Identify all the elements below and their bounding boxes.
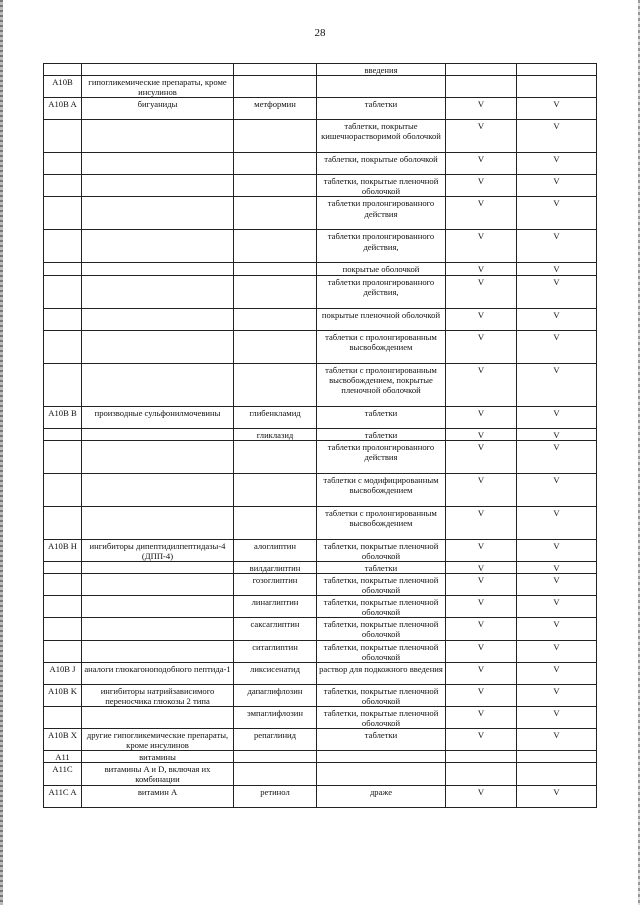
table-row — [44, 64, 597, 76]
atc-code-cell: A11C — [44, 763, 82, 785]
table-row — [44, 539, 597, 561]
mark-cell-2: V — [517, 363, 597, 406]
atc-code-cell — [44, 308, 82, 330]
atc-code-cell — [44, 275, 82, 308]
table-row — [44, 175, 597, 197]
dosage-form-cell: таблетки — [317, 561, 446, 573]
drug-name-cell: саксаглиптин — [234, 618, 317, 640]
drug-name-cell — [234, 275, 317, 308]
atc-code-cell — [44, 64, 82, 76]
group-cell — [82, 230, 234, 263]
atc-code-cell: A10B K — [44, 684, 82, 706]
mark-cell-1: V — [446, 428, 517, 440]
table-row — [44, 197, 597, 230]
mark-cell-2: V — [517, 596, 597, 618]
drug-name-cell: вилдаглиптин — [234, 561, 317, 573]
mark-cell-1: V — [446, 561, 517, 573]
drug-name-cell: ретинол — [234, 785, 317, 807]
drug-name-cell: линаглиптин — [234, 596, 317, 618]
dosage-form-cell: таблетки — [317, 428, 446, 440]
mark-cell-2: V — [517, 120, 597, 153]
mark-cell-1: V — [446, 120, 517, 153]
dosage-form-cell: таблетки, покрытые пленочной оболочкой — [317, 539, 446, 561]
atc-code-cell — [44, 706, 82, 728]
table-row — [44, 729, 597, 751]
dosage-form-cell: таблетки, покрытые пленочной оболочкой — [317, 596, 446, 618]
drug-name-cell — [234, 473, 317, 506]
group-cell — [82, 428, 234, 440]
mark-cell-1: V — [446, 785, 517, 807]
group-cell: аналоги глюкагоноподобного пептида-1 — [82, 662, 234, 684]
table-row — [44, 275, 597, 308]
table-row — [44, 618, 597, 640]
mark-cell-2: V — [517, 729, 597, 751]
mark-cell-2: V — [517, 539, 597, 561]
dosage-form-cell: покрытые оболочкой — [317, 263, 446, 275]
group-cell — [82, 573, 234, 595]
drug-name-cell — [234, 64, 317, 76]
mark-cell-1: V — [446, 230, 517, 263]
dosage-form-cell: таблетки — [317, 729, 446, 751]
atc-code-cell: A11 — [44, 751, 82, 763]
drug-name-cell: метформин — [234, 98, 317, 120]
mark-cell-2: V — [517, 706, 597, 728]
table-row — [44, 98, 597, 120]
mark-cell-2 — [517, 751, 597, 763]
mark-cell-2: V — [517, 618, 597, 640]
group-cell — [82, 473, 234, 506]
atc-code-cell — [44, 440, 82, 473]
group-cell: витамины A и D, включая их комбинации — [82, 763, 234, 785]
drug-name-cell — [234, 751, 317, 763]
drug-name-cell: эмпаглифлозин — [234, 706, 317, 728]
dosage-form-cell: таблетки, покрытые пленочной оболочкой — [317, 573, 446, 595]
dosage-form-cell: таблетки пролонгированного действия, — [317, 275, 446, 308]
drug-name-cell: гозоглиптин — [234, 573, 317, 595]
table-row — [44, 308, 597, 330]
table-row — [44, 406, 597, 428]
page-number: 28 — [314, 27, 326, 39]
group-cell — [82, 64, 234, 76]
mark-cell-1: V — [446, 330, 517, 363]
drug-name-cell — [234, 175, 317, 197]
table-row — [44, 751, 597, 763]
atc-code-cell — [44, 330, 82, 363]
atc-code-cell — [44, 363, 82, 406]
mark-cell-2: V — [517, 640, 597, 662]
atc-code-cell — [44, 230, 82, 263]
mark-cell-1: V — [446, 596, 517, 618]
drug-name-cell: ситаглиптин — [234, 640, 317, 662]
drug-name-cell: алоглиптин — [234, 539, 317, 561]
drug-name-cell: ликсисенатид — [234, 662, 317, 684]
atc-code-cell — [44, 506, 82, 539]
mark-cell-2: V — [517, 230, 597, 263]
dosage-form-cell: таблетки с модифицированным высвобождением — [317, 473, 446, 506]
drug-name-cell — [234, 230, 317, 263]
group-cell — [82, 363, 234, 406]
atc-code-cell: A10B X — [44, 729, 82, 751]
mark-cell-1: V — [446, 406, 517, 428]
mark-cell-1: V — [446, 729, 517, 751]
dosage-form-cell: таблетки пролонгированного действия, — [317, 230, 446, 263]
group-cell — [82, 175, 234, 197]
table-row — [44, 596, 597, 618]
mark-cell-2: V — [517, 684, 597, 706]
drug-name-cell: репаглинид — [234, 729, 317, 751]
table-row — [44, 706, 597, 728]
mark-cell-1: V — [446, 706, 517, 728]
group-cell: другие гипогликемические препараты, кроме инсулинов — [82, 729, 234, 751]
dosage-form-cell: таблетки пролонгированного действия — [317, 197, 446, 230]
table-row — [44, 76, 597, 98]
mark-cell-1: V — [446, 197, 517, 230]
table-row — [44, 153, 597, 175]
dosage-form-cell: таблетки, покрытые пленочной оболочкой — [317, 684, 446, 706]
drug-name-cell — [234, 153, 317, 175]
mark-cell-2 — [517, 76, 597, 98]
drug-name-cell — [234, 197, 317, 230]
mark-cell-2: V — [517, 275, 597, 308]
table-row — [44, 785, 597, 807]
atc-code-cell — [44, 596, 82, 618]
group-cell — [82, 120, 234, 153]
dosage-form-cell — [317, 751, 446, 763]
mark-cell-2: V — [517, 573, 597, 595]
mark-cell-1: V — [446, 275, 517, 308]
mark-cell-1: V — [446, 175, 517, 197]
dosage-form-cell: таблетки с пролонгированным высвобождением — [317, 506, 446, 539]
mark-cell-2 — [517, 763, 597, 785]
table-row — [44, 428, 597, 440]
mark-cell-2: V — [517, 175, 597, 197]
atc-code-cell: A10B A — [44, 98, 82, 120]
drug-name-cell — [234, 363, 317, 406]
group-cell — [82, 618, 234, 640]
atc-code-cell — [44, 640, 82, 662]
group-cell — [82, 596, 234, 618]
mark-cell-2: V — [517, 98, 597, 120]
table-row — [44, 263, 597, 275]
mark-cell-1 — [446, 76, 517, 98]
drug-name-cell: дапаглифлозин — [234, 684, 317, 706]
table-row — [44, 330, 597, 363]
table-row — [44, 684, 597, 706]
table-row — [44, 561, 597, 573]
mark-cell-2 — [517, 64, 597, 76]
atc-code-cell — [44, 428, 82, 440]
mark-cell-2: V — [517, 153, 597, 175]
drug-name-cell — [234, 263, 317, 275]
dosage-form-cell: таблетки, покрытые пленочной оболочкой — [317, 618, 446, 640]
group-cell — [82, 640, 234, 662]
drug-name-cell — [234, 308, 317, 330]
table-row — [44, 763, 597, 785]
mark-cell-1: V — [446, 153, 517, 175]
dosage-form-cell: таблетки пролонгированного действия — [317, 440, 446, 473]
table-row — [44, 640, 597, 662]
group-cell — [82, 308, 234, 330]
table-row — [44, 473, 597, 506]
mark-cell-1 — [446, 763, 517, 785]
group-cell — [82, 153, 234, 175]
atc-code-cell: A10B H — [44, 539, 82, 561]
dosage-form-cell: таблетки, покрытые пленочной оболочкой — [317, 640, 446, 662]
drug-name-cell: гликлазид — [234, 428, 317, 440]
table-body — [44, 64, 597, 808]
drug-list-table — [43, 63, 597, 808]
drug-name-cell — [234, 76, 317, 98]
mark-cell-1: V — [446, 539, 517, 561]
atc-code-cell — [44, 473, 82, 506]
table-row — [44, 230, 597, 263]
mark-cell-2: V — [517, 330, 597, 363]
dosage-form-cell: таблетки — [317, 98, 446, 120]
dosage-form-cell: раствор для подкожного введения — [317, 662, 446, 684]
table-row — [44, 662, 597, 684]
mark-cell-2: V — [517, 506, 597, 539]
atc-code-cell — [44, 618, 82, 640]
dosage-form-cell: таблетки, покрытые кишечнорастворимой оболочкой — [317, 120, 446, 153]
dosage-form-cell: введения — [317, 64, 446, 76]
group-cell — [82, 330, 234, 363]
mark-cell-1: V — [446, 506, 517, 539]
table-row — [44, 506, 597, 539]
group-cell: витамины — [82, 751, 234, 763]
drug-name-cell — [234, 506, 317, 539]
dosage-form-cell: таблетки с пролонгированным высвобождением, покрытые пленочной оболочкой — [317, 363, 446, 406]
mark-cell-1: V — [446, 263, 517, 275]
mark-cell-2: V — [517, 440, 597, 473]
atc-code-cell: A10B J — [44, 662, 82, 684]
group-cell — [82, 275, 234, 308]
group-cell: производные сульфонилмочевины — [82, 406, 234, 428]
atc-code-cell — [44, 573, 82, 595]
mark-cell-2: V — [517, 308, 597, 330]
mark-cell-1: V — [446, 573, 517, 595]
dosage-form-cell — [317, 76, 446, 98]
group-cell — [82, 197, 234, 230]
mark-cell-2: V — [517, 662, 597, 684]
mark-cell-2: V — [517, 473, 597, 506]
group-cell — [82, 263, 234, 275]
mark-cell-1: V — [446, 363, 517, 406]
mark-cell-1: V — [446, 308, 517, 330]
mark-cell-2: V — [517, 428, 597, 440]
table-row — [44, 440, 597, 473]
group-cell — [82, 706, 234, 728]
mark-cell-1 — [446, 64, 517, 76]
group-cell — [82, 561, 234, 573]
atc-code-cell — [44, 120, 82, 153]
atc-code-cell: A10B B — [44, 406, 82, 428]
table-row — [44, 120, 597, 153]
table-row — [44, 363, 597, 406]
atc-code-cell — [44, 197, 82, 230]
group-cell — [82, 440, 234, 473]
mark-cell-1: V — [446, 684, 517, 706]
atc-code-cell: A11C A — [44, 785, 82, 807]
mark-cell-1: V — [446, 662, 517, 684]
atc-code-cell — [44, 561, 82, 573]
mark-cell-1: V — [446, 98, 517, 120]
mark-cell-1: V — [446, 640, 517, 662]
dosage-form-cell: таблетки с пролонгированным высвобождением — [317, 330, 446, 363]
scan-edge-left — [0, 0, 3, 905]
table-row — [44, 573, 597, 595]
mark-cell-2: V — [517, 263, 597, 275]
drug-name-cell — [234, 120, 317, 153]
dosage-form-cell: покрытые пленочной оболочкой — [317, 308, 446, 330]
mark-cell-2: V — [517, 561, 597, 573]
mark-cell-1: V — [446, 440, 517, 473]
atc-code-cell: A10B — [44, 76, 82, 98]
mark-cell-1: V — [446, 618, 517, 640]
mark-cell-2: V — [517, 785, 597, 807]
group-cell: ингибиторы натрийзависимого переносчика глюкозы 2 типа — [82, 684, 234, 706]
dosage-form-cell: драже — [317, 785, 446, 807]
dosage-form-cell: таблетки — [317, 406, 446, 428]
drug-name-cell: глибенкламид — [234, 406, 317, 428]
mark-cell-1 — [446, 751, 517, 763]
mark-cell-2: V — [517, 197, 597, 230]
group-cell — [82, 506, 234, 539]
atc-code-cell — [44, 153, 82, 175]
group-cell: ингибиторы дипептидилпептидазы-4 (ДПП-4) — [82, 539, 234, 561]
mark-cell-1: V — [446, 473, 517, 506]
atc-code-cell — [44, 263, 82, 275]
group-cell: гипогликемические препараты, кроме инсулинов — [82, 76, 234, 98]
drug-name-cell — [234, 763, 317, 785]
drug-name-cell — [234, 330, 317, 363]
drug-name-cell — [234, 440, 317, 473]
dosage-form-cell: таблетки, покрытые пленочной оболочкой — [317, 706, 446, 728]
dosage-form-cell — [317, 763, 446, 785]
group-cell: бигуаниды — [82, 98, 234, 120]
mark-cell-2: V — [517, 406, 597, 428]
atc-code-cell — [44, 175, 82, 197]
group-cell: витамин A — [82, 785, 234, 807]
dosage-form-cell: таблетки, покрытые пленочной оболочкой — [317, 175, 446, 197]
dosage-form-cell: таблетки, покрытые оболочкой — [317, 153, 446, 175]
